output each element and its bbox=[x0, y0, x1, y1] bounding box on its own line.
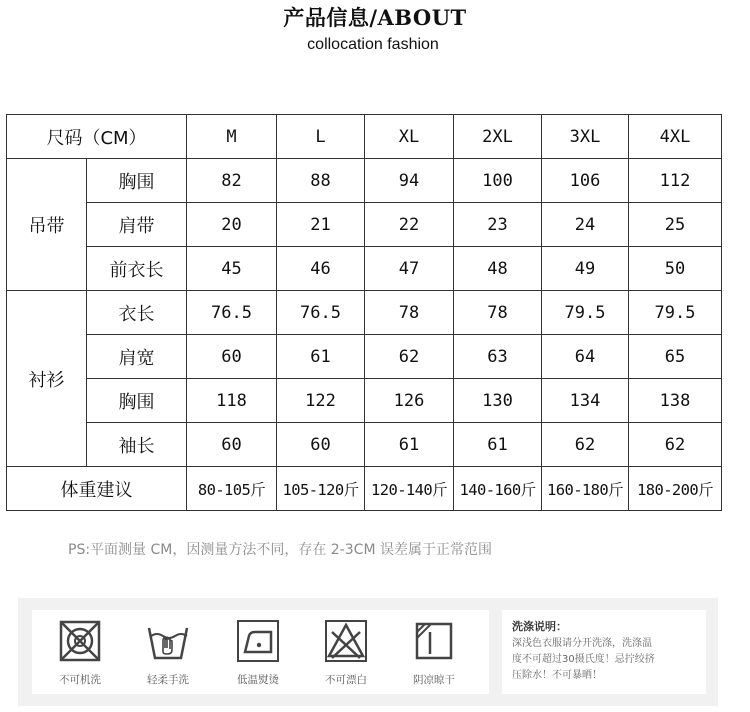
table-row bbox=[7, 423, 722, 467]
table-cell: 60 bbox=[187, 335, 277, 379]
row-label: 袖长 bbox=[87, 423, 187, 467]
table-cell: 64 bbox=[542, 335, 629, 379]
weight-cell: 80-105斤 bbox=[187, 467, 277, 511]
table-cell: 60 bbox=[277, 423, 365, 467]
table-cell: 62 bbox=[542, 423, 629, 467]
table-cell: 50 bbox=[629, 247, 722, 291]
table-cell: 88 bbox=[277, 159, 365, 203]
group-label-camisole: 吊带 bbox=[7, 159, 87, 291]
table-header-row bbox=[7, 115, 722, 159]
care-instructions-text bbox=[512, 636, 696, 684]
table-cell: 21 bbox=[277, 203, 365, 247]
table-cell: 61 bbox=[454, 423, 542, 467]
no-bleach-icon bbox=[323, 618, 369, 664]
table-cell: 78 bbox=[365, 291, 454, 335]
row-label: 胸围 bbox=[87, 159, 187, 203]
size-col-header: L bbox=[277, 115, 365, 159]
size-col-header: 3XL bbox=[542, 115, 629, 159]
weight-label: 体重建议 bbox=[7, 467, 187, 511]
care-icon-item bbox=[128, 610, 208, 694]
table-cell: 46 bbox=[277, 247, 365, 291]
measurement-note: PS:平面测量 CM，因测量方法不同，存在 2-3CM 误差属于正常范围 bbox=[68, 542, 492, 558]
care-icon-label: 不可机洗 bbox=[59, 674, 101, 686]
table-cell: 22 bbox=[365, 203, 454, 247]
table-cell: 62 bbox=[365, 335, 454, 379]
table-row bbox=[7, 203, 722, 247]
row-label: 肩宽 bbox=[87, 335, 187, 379]
table-row-weight bbox=[7, 467, 722, 511]
care-icon-label: 轻柔手洗 bbox=[147, 674, 189, 686]
table-cell: 134 bbox=[542, 379, 629, 423]
table-cell: 47 bbox=[365, 247, 454, 291]
table-cell: 130 bbox=[454, 379, 542, 423]
table-cell: 94 bbox=[365, 159, 454, 203]
row-label: 衣长 bbox=[87, 291, 187, 335]
gentle-hand-wash-icon bbox=[145, 618, 191, 664]
care-icons-box bbox=[32, 610, 489, 694]
weight-cell: 140-160斤 bbox=[454, 467, 542, 511]
table-cell: 45 bbox=[187, 247, 277, 291]
table-cell: 112 bbox=[629, 159, 722, 203]
row-label: 胸围 bbox=[87, 379, 187, 423]
table-cell: 61 bbox=[277, 335, 365, 379]
table-cell: 82 bbox=[187, 159, 277, 203]
table-cell: 76.5 bbox=[277, 291, 365, 335]
group-label-shirt: 衬衫 bbox=[7, 291, 87, 467]
table-cell: 63 bbox=[454, 335, 542, 379]
table-cell: 61 bbox=[365, 423, 454, 467]
table-cell: 62 bbox=[629, 423, 722, 467]
table-cell: 138 bbox=[629, 379, 722, 423]
care-icon-label: 低温熨烫 bbox=[237, 674, 279, 686]
no-machine-wash-icon bbox=[57, 618, 103, 664]
size-col-header: M bbox=[187, 115, 277, 159]
care-instructions-title: 洗涤说明： bbox=[512, 620, 567, 633]
table-cell: 23 bbox=[454, 203, 542, 247]
care-instructions-line: 度不可超过30摄氏度！忌拧绞挤 bbox=[512, 654, 655, 665]
table-cell: 60 bbox=[187, 423, 277, 467]
row-label: 前衣长 bbox=[87, 247, 187, 291]
table-cell: 48 bbox=[454, 247, 542, 291]
care-icon-item bbox=[218, 610, 298, 694]
size-col-header: 2XL bbox=[454, 115, 542, 159]
size-col-header: 4XL bbox=[629, 115, 722, 159]
weight-cell: 120-140斤 bbox=[365, 467, 454, 511]
shade-dry-icon bbox=[411, 618, 457, 664]
row-label: 肩带 bbox=[87, 203, 187, 247]
care-icon-item bbox=[40, 610, 120, 694]
table-cell: 78 bbox=[454, 291, 542, 335]
weight-cell: 105-120斤 bbox=[277, 467, 365, 511]
care-icon-label: 不可漂白 bbox=[325, 674, 367, 686]
subtitle-text: collocation fashion bbox=[307, 36, 439, 53]
size-header-label: 尺码（CM） bbox=[7, 115, 187, 159]
care-icon-label: 阴凉晾干 bbox=[413, 674, 455, 686]
care-instructions-line: 压除水！不可暴晒！ bbox=[512, 670, 602, 681]
table-cell: 20 bbox=[187, 203, 277, 247]
care-icon-item bbox=[394, 610, 474, 694]
table-cell: 25 bbox=[629, 203, 722, 247]
weight-cell: 180-200斤 bbox=[629, 467, 722, 511]
table-cell: 49 bbox=[542, 247, 629, 291]
table-row bbox=[7, 379, 722, 423]
table-cell: 126 bbox=[365, 379, 454, 423]
table-cell: 118 bbox=[187, 379, 277, 423]
low-temp-iron-icon bbox=[235, 618, 281, 664]
weight-cell: 160-180斤 bbox=[542, 467, 629, 511]
table-row bbox=[7, 291, 722, 335]
size-chart-table bbox=[6, 114, 722, 511]
care-panel bbox=[18, 598, 718, 706]
table-cell: 24 bbox=[542, 203, 629, 247]
table-cell: 79.5 bbox=[542, 291, 629, 335]
care-icon-item bbox=[306, 610, 386, 694]
table-row bbox=[7, 335, 722, 379]
page-subtitle bbox=[0, 36, 750, 54]
table-cell: 65 bbox=[629, 335, 722, 379]
table-row bbox=[7, 247, 722, 291]
table-cell: 79.5 bbox=[629, 291, 722, 335]
table-cell: 106 bbox=[542, 159, 629, 203]
table-cell: 122 bbox=[277, 379, 365, 423]
size-col-header: XL bbox=[365, 115, 454, 159]
table-cell: 76.5 bbox=[187, 291, 277, 335]
table-row bbox=[7, 159, 722, 203]
care-instructions-line: 深浅色衣服请分开洗涤，洗涤温 bbox=[512, 638, 652, 649]
page-title: 产品信息/ABOUT bbox=[283, 5, 467, 30]
care-instructions bbox=[502, 610, 706, 694]
table-cell: 100 bbox=[454, 159, 542, 203]
